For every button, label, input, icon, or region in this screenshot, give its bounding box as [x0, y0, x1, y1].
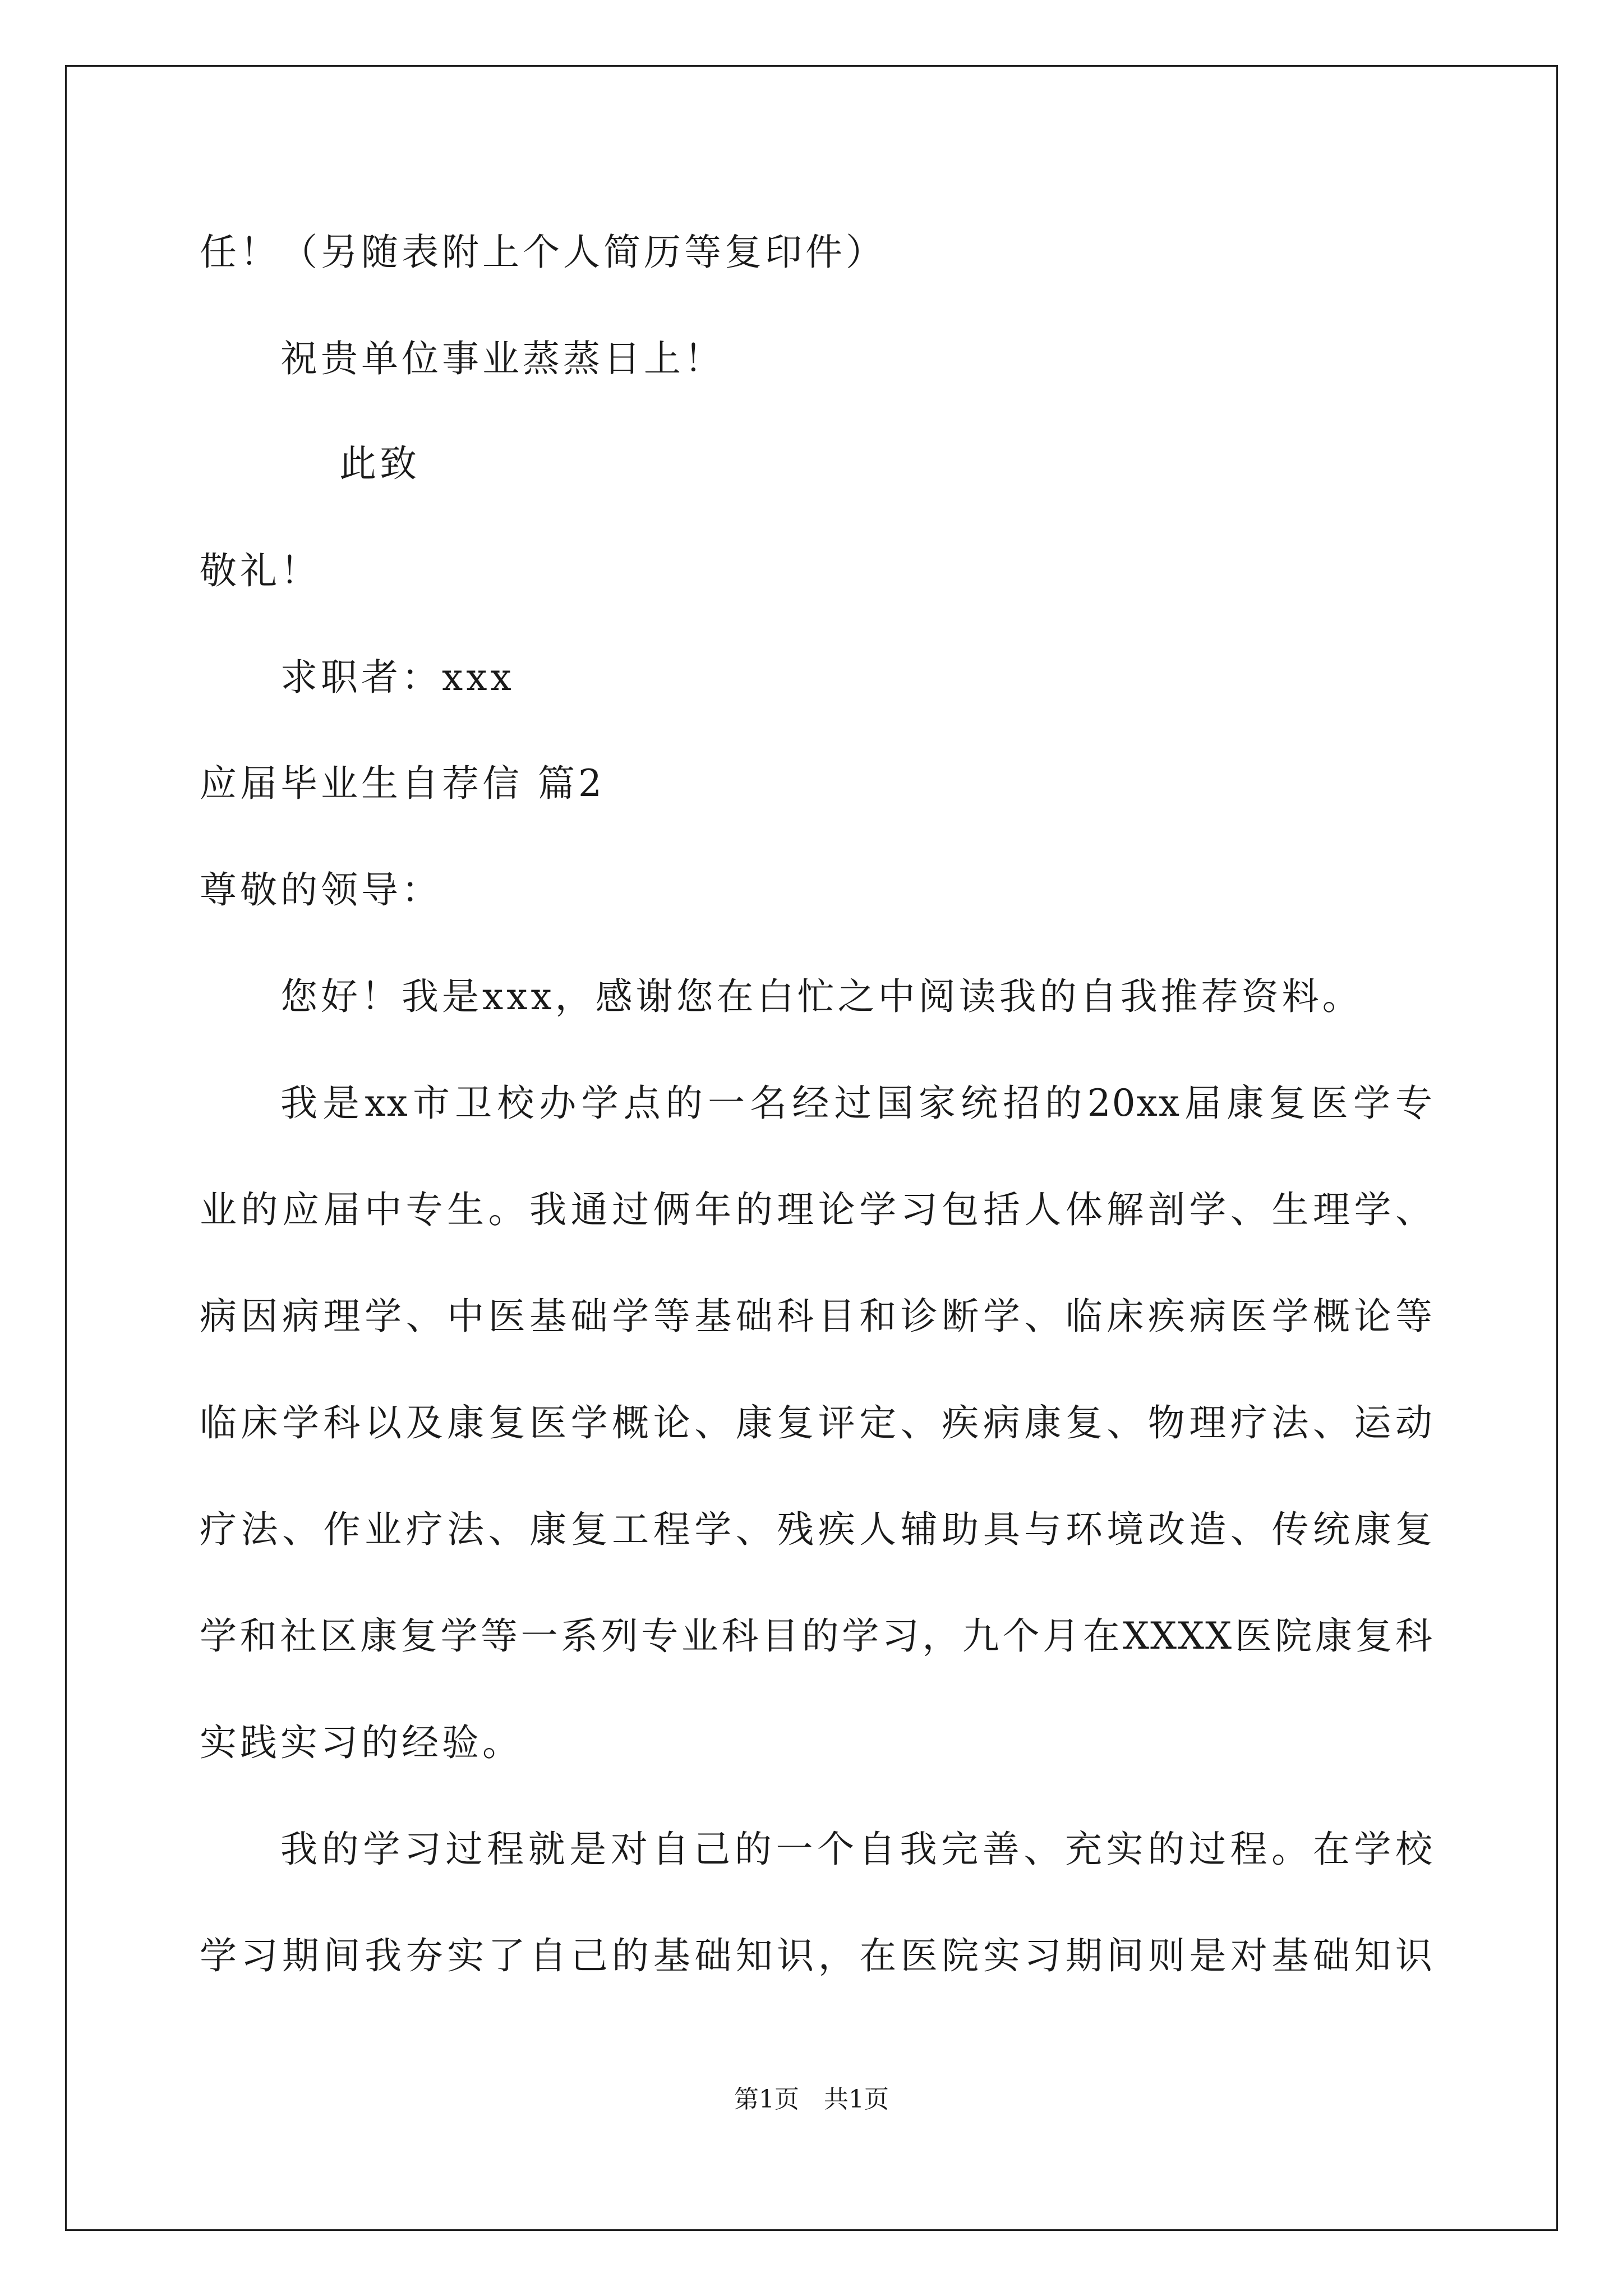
- paragraph-line: 实践实习的经验。: [200, 1721, 523, 1764]
- page-number-total: 共1页: [824, 2085, 889, 2114]
- paragraph-line: 学习期间我夯实了自己的基础知识，在医院实习期间则是对基础知识: [200, 1934, 1433, 1977]
- paragraph-line: 疗法、作业疗法、康复工程学、残疾人辅助具与环境改造、传统康复: [200, 1508, 1433, 1551]
- page-number-current: 第1页: [734, 2085, 799, 2114]
- paragraph-line: 临床学科以及康复医学概论、康复评定、疾病康复、物理疗法、运动: [200, 1401, 1433, 1444]
- page-footer: [0, 2084, 1623, 2115]
- text-line-wishes: 祝贵单位事业蒸蒸日上！: [280, 337, 725, 380]
- paragraph-line: 业的应届中专生。我通过俩年的理论学习包括人体解剖学、生理学、: [200, 1188, 1433, 1231]
- section-heading: 应届毕业生自荐信 篇2: [200, 762, 605, 805]
- text-line-salutation-cizhi: 此致: [339, 442, 420, 485]
- paragraph-line: 学和社区康复学等一系列专业科目的学习，九个月在XXXX医院康复科: [200, 1614, 1433, 1658]
- paragraph-line: 病因病理学、中医基础学等基础科目和诊断学、临床疾病医学概论等: [200, 1295, 1433, 1338]
- paragraph-line: 我的学习过程就是对自己的一个自我完善、充实的过程。在学校: [280, 1828, 1433, 1871]
- page-border: [65, 65, 1558, 2231]
- paragraph-line: 我是xx市卫校办学点的一名经过国家统招的20xx届康复医学专: [280, 1082, 1433, 1125]
- text-line-salutation-jingli: 敬礼！: [200, 549, 321, 592]
- text-line-greeting: 尊敬的领导：: [200, 868, 442, 912]
- text-line-intro: 您好！我是xxx，感谢您在白忙之中阅读我的自我推荐资料。: [280, 975, 1363, 1018]
- text-line-closing-remark: 任！（另随表附上个人简历等复印件）: [200, 231, 886, 274]
- text-line-applicant: 求职者：xxx: [280, 656, 515, 699]
